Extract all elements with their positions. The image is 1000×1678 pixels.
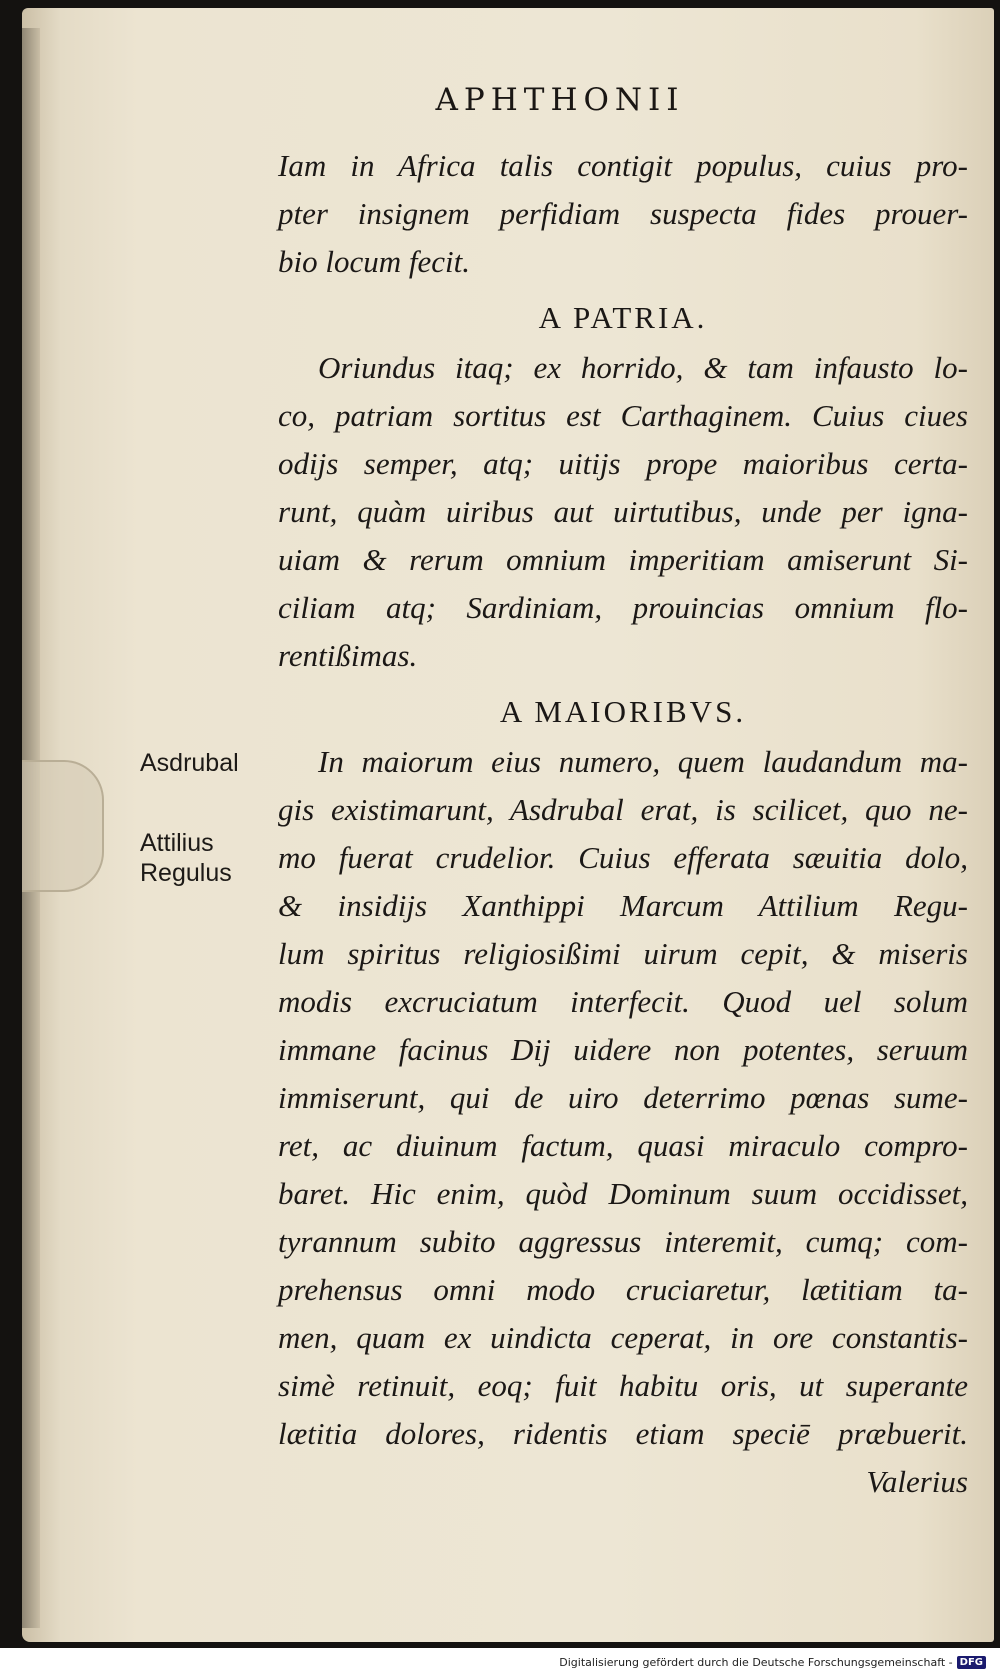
- running-head: APHTHONII: [435, 82, 685, 118]
- margin-note-regulus: Regulus: [140, 859, 232, 887]
- text-line: bio locum fecit.: [278, 244, 470, 279]
- text-line: uiam & rerum omnium imperitiam amiserunt Si-: [278, 542, 968, 577]
- text-line: lætitia dolores, ridentis etiam speciē præbuerit.: [278, 1416, 968, 1451]
- digitization-credit: [559, 1656, 986, 1669]
- text-line: ciliam atq; Sardiniam, prouincias omnium flo-: [278, 590, 968, 625]
- text-line: simè retinuit, eoq; fuit habitu oris, ut superante: [278, 1368, 968, 1403]
- text-line: gis existimarunt, Asdrubal erat, is scilicet, quo ne-: [278, 792, 968, 827]
- text-line: Iam in Africa talis contigit populus, cuius pro-: [278, 148, 968, 183]
- text-line: modis excruciatum interfecit. Quod uel solum: [278, 984, 968, 1019]
- text-line: tyrannum subito aggressus interemit, cumq; com-: [278, 1224, 968, 1259]
- main-text: [278, 142, 968, 1506]
- text-line: prehensus omni modo cruciaretur, lætitiam ta-: [278, 1272, 968, 1307]
- margin-note-asdrubal: Asdrubal: [140, 749, 239, 777]
- section-heading-patria: A PATRIA.: [538, 300, 708, 335]
- dfg-logo-icon: DFG: [957, 1656, 986, 1669]
- margin-note-attilius: Attilius: [140, 829, 214, 857]
- text-line: mo fuerat crudelior. Cuius efferata sæuitia dolo,: [278, 840, 968, 875]
- text-line: & insidijs Xanthippi Marcum Attilium Regu-: [278, 888, 968, 923]
- text-line: odijs semper, atq; uitijs prope maioribus certa-: [278, 446, 968, 481]
- text-line: Oriundus itaq; ex horrido, & tam infausto lo-: [318, 350, 968, 385]
- text-line: immiserunt, qui de uiro deterrimo pœnas sume-: [278, 1080, 968, 1115]
- text-line: baret. Hic enim, quòd Dominum suum occidisset,: [278, 1176, 968, 1211]
- text-line: runt, quàm uiribus aut uirtutibus, unde per igna-: [278, 494, 968, 529]
- text-line: men, quam ex uindicta ceperat, in ore constantis-: [278, 1320, 968, 1355]
- text-line: immane facinus Dij uidere non potentes, seruum: [278, 1032, 968, 1067]
- section-heading-maioribus: A MAIORIBVS.: [499, 694, 747, 729]
- text-line: In maiorum eius numero, quem laudandum ma-: [318, 744, 968, 779]
- text-line: co, patriam sortitus est Carthaginem. Cuius ciues: [278, 398, 968, 433]
- credit-text: Digitalisierung gefördert durch die Deutsche Forschungsgemeinschaft -: [559, 1656, 953, 1669]
- text-line: ret, ac diuinum factum, quasi miraculo compro-: [278, 1128, 968, 1163]
- text-line: rentißimas.: [278, 638, 418, 673]
- text-line: pter insignem perfidiam suspecta fides prouer-: [278, 196, 968, 231]
- text-line: lum spiritus religiosißimi uirum cepit, & miseris: [278, 936, 968, 971]
- bookmark-tab: [22, 760, 104, 892]
- catchword: Valerius: [866, 1464, 968, 1499]
